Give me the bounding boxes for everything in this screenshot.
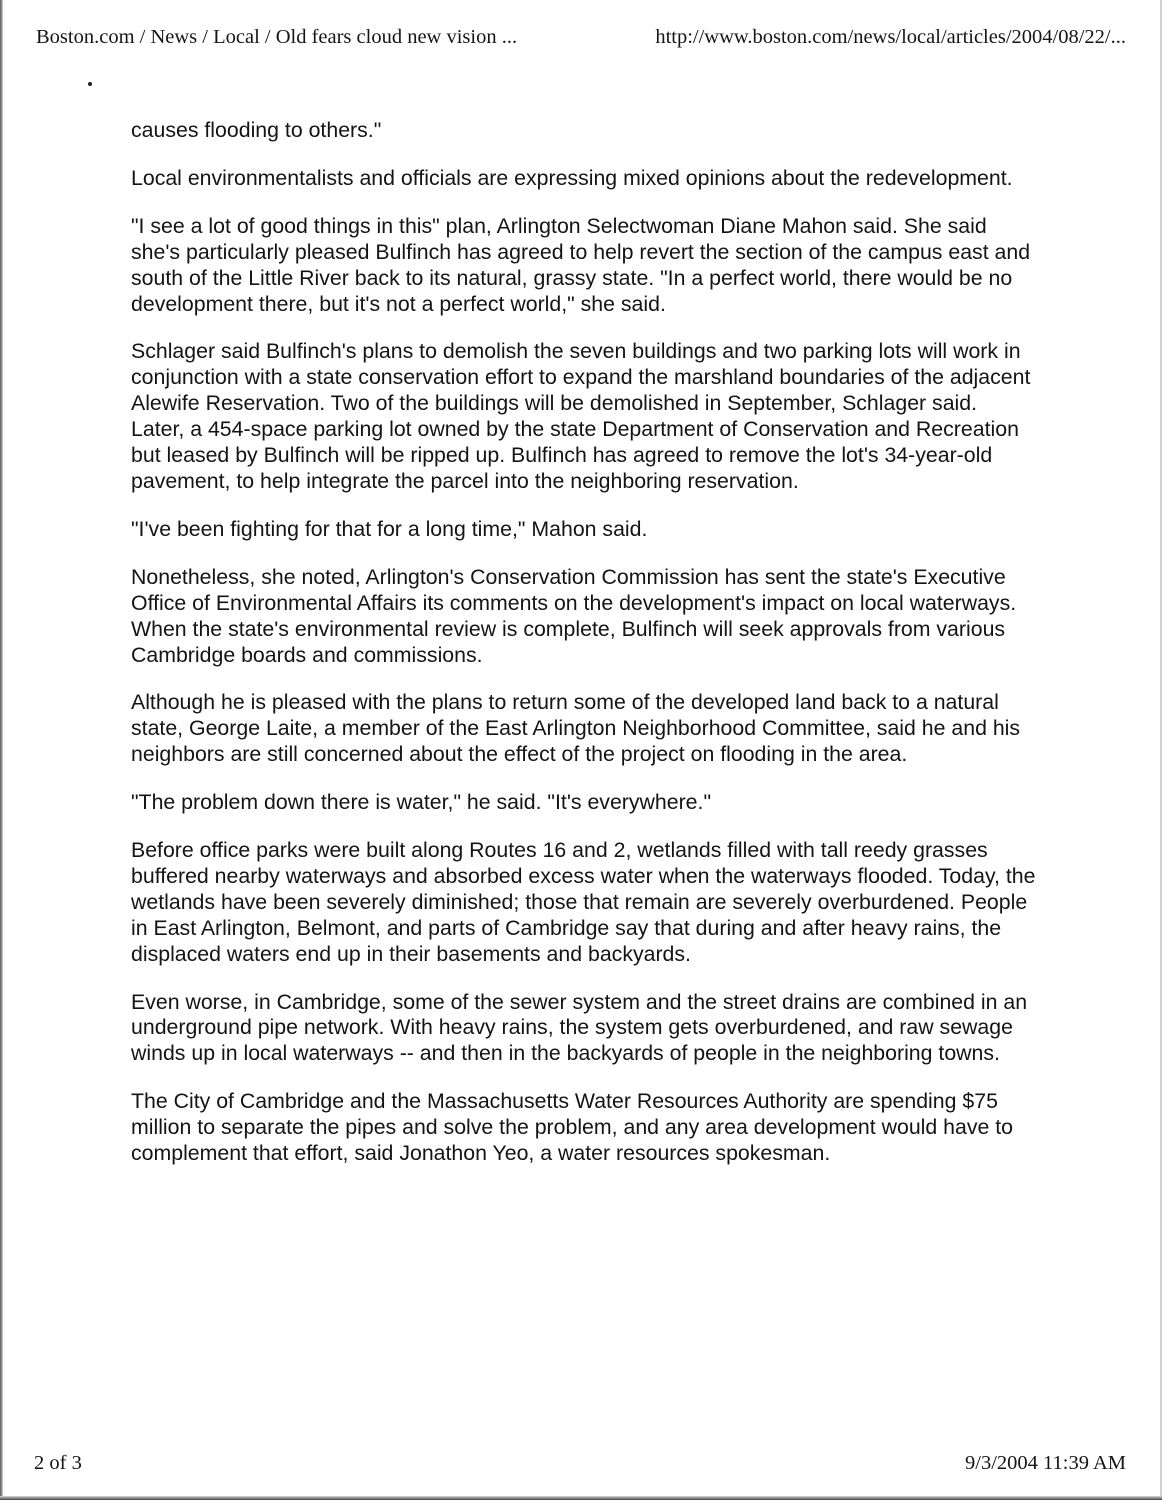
article-body <box>131 118 1036 1189</box>
article-paragraph: Although he is pleased with the plans to return some of the developed land back to a natural state, George Laite, a member of the East Arlington Neighborhood Committee, said he and his neighbors are still concerned about the effect of the project on flooding in the area. <box>131 690 1021 767</box>
article-paragraph: Before office parks were built along Routes 16 and 2, wetlands filled with tall reedy grasses buffered nearby waterways and absorbed excess water when the waterways flooded. Today, the wetlands have been severely diminished; those that remain are severely overburdened. People in East Arlington, Belmont, and parts of Cambridge say that during and after heavy rains, the displaced waters end up in their basements and backyards. <box>131 838 1036 966</box>
print-header <box>36 20 1126 54</box>
page-url: http://www.boston.com/news/local/articles/2004/08/22/... <box>655 26 1126 48</box>
page-title-breadcrumb: Boston.com / News / Local / Old fears cloud new vision ... <box>36 26 518 48</box>
article-paragraph: Nonetheless, she noted, Arlington's Conservation Commission has sent the state's Executive Office of Environmental Affairs its comments on the development's impact on local waterways. When the state's environmental review is complete, Bulfinch will seek approvals from various Cambridge boards and commissions. <box>131 564 1017 667</box>
print-footer <box>34 1448 1126 1478</box>
article-paragraph: "The problem down there is water," he said. "It's everywhere." <box>131 790 712 815</box>
page-indicator: 2 of 3 <box>34 1452 82 1474</box>
article-paragraph: Even worse, in Cambridge, some of the sewer system and the street drains are combined in an underground pipe network. With heavy rains, the system gets overburdened, and raw sewage winds up in local waterways -- and then in the backyards of people in the neighboring towns. <box>131 989 1028 1066</box>
article-paragraph: Schlager said Bulfinch's plans to demolish the seven buildings and two parking lots will work in conjunction with a state conservation effort to expand the marshland boundaries of the adjacent Alewife Reservation. Two of the buildings will be demolished in September, Schlager said. Later, a 454-space parking lot owned by the state Department of Conservation and Recreation but leased by Bulfinch will be ripped up. Bulfinch has agreed to remove the lot's 34-year-old pavement, to help integrate the parcel into the neighboring reservation. <box>131 339 1031 493</box>
article-paragraph: Local environmentalists and officials are expressing mixed opinions about the redevelopment. <box>131 165 1013 190</box>
article-paragraph: "I've been fighting for that for a long time," Mahon said. <box>131 516 648 541</box>
article-paragraph: causes flooding to others." <box>131 118 382 142</box>
scan-edge-bottom <box>0 1496 1162 1500</box>
scan-edge-left <box>0 0 3 1500</box>
article-paragraph: The City of Cambridge and the Massachusetts Water Resources Authority are spending $75 million to separate the pipes and solve the problem, and any area development would have to complement that effort, said Jonathon Yeo, a water resources spokesman. <box>131 1089 1014 1166</box>
scan-speck <box>88 82 92 86</box>
print-timestamp: 9/3/2004 11:39 AM <box>965 1452 1126 1474</box>
article-paragraph: "I see a lot of good things in this" plan, Arlington Selectwoman Diane Mahon said. She said she's particularly pleased Bulfinch has agreed to help revert the section of the campus east and south of the Little River back to its natural, grassy state. "In a perfect world, there would be no development there, but it's not a perfect world," she said. <box>131 213 1031 316</box>
